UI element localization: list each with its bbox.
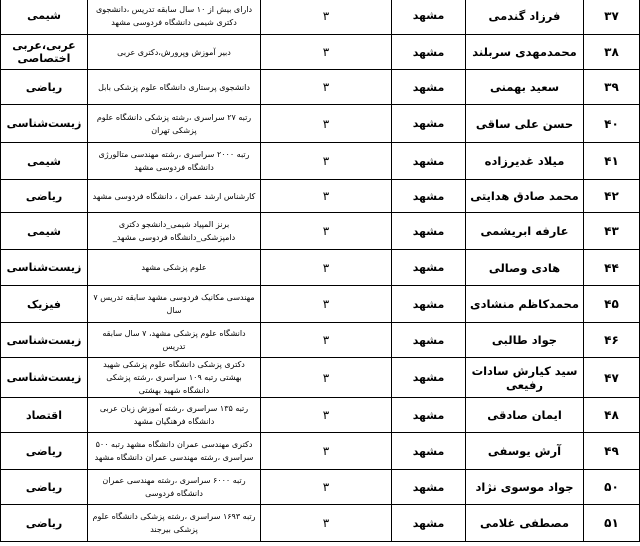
teacher-subject: ریاضی <box>1 470 88 505</box>
teacher-subject: شیمی <box>1 0 88 35</box>
teacher-city: مشهد <box>392 433 466 470</box>
teacher-description: دانشگاه علوم پزشکی مشهد، ۷ سال سابقه تدریس <box>88 323 261 358</box>
row-number: ۳۹ <box>584 70 640 105</box>
teacher-name: عارفه ابریشمی <box>466 213 584 250</box>
row-number: ۴۳ <box>584 213 640 250</box>
teacher-subject: ریاضی <box>1 433 88 470</box>
teacher-city: مشهد <box>392 470 466 505</box>
teacher-description: دبیر آموزش وپرورش،دکتری عربی <box>88 35 261 70</box>
teacher-name: فرزاد گندمی <box>466 0 584 35</box>
table-row <box>1 180 640 213</box>
teacher-rank: ۳ <box>261 105 392 143</box>
teacher-name: محمدمهدی سربلند <box>466 35 584 70</box>
teacher-description: دکتری مهندسی عمران دانشگاه مشهد رتبه ۵۰۰ سراسری ،رشته مهندسی عمران دانشگاه مشهد <box>88 433 261 470</box>
table-row <box>1 0 640 35</box>
teacher-rank: ۳ <box>261 213 392 250</box>
table-row <box>1 286 640 323</box>
teacher-rank: ۳ <box>261 0 392 35</box>
row-number: ۴۰ <box>584 105 640 143</box>
teacher-rank: ۳ <box>261 180 392 213</box>
teacher-subject: فیزیک <box>1 286 88 323</box>
row-number: ۴۶ <box>584 323 640 358</box>
teacher-subject: شیمی <box>1 143 88 180</box>
table-row <box>1 398 640 433</box>
teacher-rank: ۳ <box>261 470 392 505</box>
teacher-rank: ۳ <box>261 286 392 323</box>
teacher-description: برنز المپیاد شیمی_دانشجو دکتری دامپزشکی_دانشگاه فردوسی مشهد_ <box>88 213 261 250</box>
teacher-description: دارای بیش از ۱۰ سال سابقه تدریس ،دانشجوی دکتری شیمی دانشگاه فردوسی مشهد <box>88 0 261 35</box>
teacher-name: سعید بهمنی <box>466 70 584 105</box>
teacher-rank: ۳ <box>261 250 392 286</box>
teacher-rank: ۳ <box>261 143 392 180</box>
teacher-rank: ۳ <box>261 358 392 398</box>
teacher-description: رتبه ۱۳۵ سراسری ،رشته آموزش زبان عربی دانشگاه فرهنگیان مشهد <box>88 398 261 433</box>
table-row <box>1 213 640 250</box>
table-row <box>1 143 640 180</box>
teacher-rank: ۳ <box>261 433 392 470</box>
teacher-rank: ۳ <box>261 505 392 542</box>
teacher-subject: ریاضی <box>1 505 88 542</box>
teacher-rank: ۳ <box>261 323 392 358</box>
teacher-city: مشهد <box>392 35 466 70</box>
teacher-subject: زیست‌شناسی <box>1 358 88 398</box>
teacher-city: مشهد <box>392 286 466 323</box>
teacher-name: میلاد غدیرزاده <box>466 143 584 180</box>
teacher-city: مشهد <box>392 105 466 143</box>
table-row <box>1 35 640 70</box>
row-number: ۴۲ <box>584 180 640 213</box>
teacher-city: مشهد <box>392 358 466 398</box>
row-number: ۴۵ <box>584 286 640 323</box>
teacher-city: مشهد <box>392 143 466 180</box>
teacher-table-body <box>1 0 640 542</box>
table-row <box>1 250 640 286</box>
teacher-city: مشهد <box>392 70 466 105</box>
teacher-description: مهندسی مکانیک فردوسی مشهد سابقه تدریس ۷ سال <box>88 286 261 323</box>
teacher-description: علوم پزشکی مشهد <box>88 250 261 286</box>
row-number: ۴۱ <box>584 143 640 180</box>
row-number: ۳۸ <box>584 35 640 70</box>
row-number: ۴۹ <box>584 433 640 470</box>
teacher-subject: ریاضی <box>1 70 88 105</box>
row-number: ۴۸ <box>584 398 640 433</box>
table-row <box>1 323 640 358</box>
teacher-description: رتبه ۶۰۰۰ سراسری ،رشته مهندسی عمران دانشگاه فردوسی <box>88 470 261 505</box>
teacher-name: جواد طالبی <box>466 323 584 358</box>
teacher-name: جواد موسوی نژاد <box>466 470 584 505</box>
teacher-name: هادی وصالی <box>466 250 584 286</box>
teacher-description: رتبه ۲۷ سراسری ،رشته پزشکی دانشگاه علوم پزشکی تهران <box>88 105 261 143</box>
teacher-city: مشهد <box>392 0 466 35</box>
teacher-subject: زیست‌شناسی <box>1 323 88 358</box>
table-row <box>1 470 640 505</box>
row-number: ۵۱ <box>584 505 640 542</box>
teacher-rank: ۳ <box>261 35 392 70</box>
teacher-subject: زیست‌شناسی <box>1 250 88 286</box>
teacher-city: مشهد <box>392 213 466 250</box>
teacher-rank: ۳ <box>261 70 392 105</box>
teacher-name: مصطفی غلامی <box>466 505 584 542</box>
teacher-subject: زیست‌شناسی <box>1 105 88 143</box>
row-number: ۴۴ <box>584 250 640 286</box>
teacher-rank: ۳ <box>261 398 392 433</box>
teacher-subject: شیمی <box>1 213 88 250</box>
teacher-name: محمد صادق هدایتی <box>466 180 584 213</box>
table-row <box>1 70 640 105</box>
table-row <box>1 505 640 542</box>
row-number: ۴۷ <box>584 358 640 398</box>
teacher-city: مشهد <box>392 398 466 433</box>
teacher-name: سید کیارش سادات رفیعی <box>466 358 584 398</box>
teacher-name: ایمان صادقی <box>466 398 584 433</box>
table-row <box>1 433 640 470</box>
teacher-city: مشهد <box>392 180 466 213</box>
table-row <box>1 105 640 143</box>
teacher-subject: ریاضی <box>1 180 88 213</box>
row-number: ۳۷ <box>584 0 640 35</box>
teacher-description: دکتری پزشکی دانشگاه علوم پزشکی شهید بهشتی رتبه ۱۰۹ سراسری ،رشته پزشکی دانشگاه شهید بهشتی <box>88 358 261 398</box>
teacher-name: آرش یوسفی <box>466 433 584 470</box>
teacher-description: دانشجوی پرستاری دانشگاه علوم پزشکی بابل <box>88 70 261 105</box>
teacher-city: مشهد <box>392 505 466 542</box>
teacher-subject: عربی،عربی اختصاصی <box>1 35 88 70</box>
teacher-description: رتبه ۲۰۰۰ سراسری ،رشته مهندسی متالورژی دانشگاه فردوسی مشهد <box>88 143 261 180</box>
teacher-subject: اقتصاد <box>1 398 88 433</box>
row-number: ۵۰ <box>584 470 640 505</box>
teacher-name: محمدکاظم منشادی <box>466 286 584 323</box>
table-row <box>1 358 640 398</box>
teacher-city: مشهد <box>392 323 466 358</box>
teacher-description: کارشناس ارشد عمران ، دانشگاه فردوسی مشهد <box>88 180 261 213</box>
teacher-city: مشهد <box>392 250 466 286</box>
teacher-name: حسن علی ساقی <box>466 105 584 143</box>
teacher-description: رتبه ۱۶۹۳ سراسری ،رشته پزشکی دانشگاه علوم پزشکی بیرجند <box>88 505 261 542</box>
